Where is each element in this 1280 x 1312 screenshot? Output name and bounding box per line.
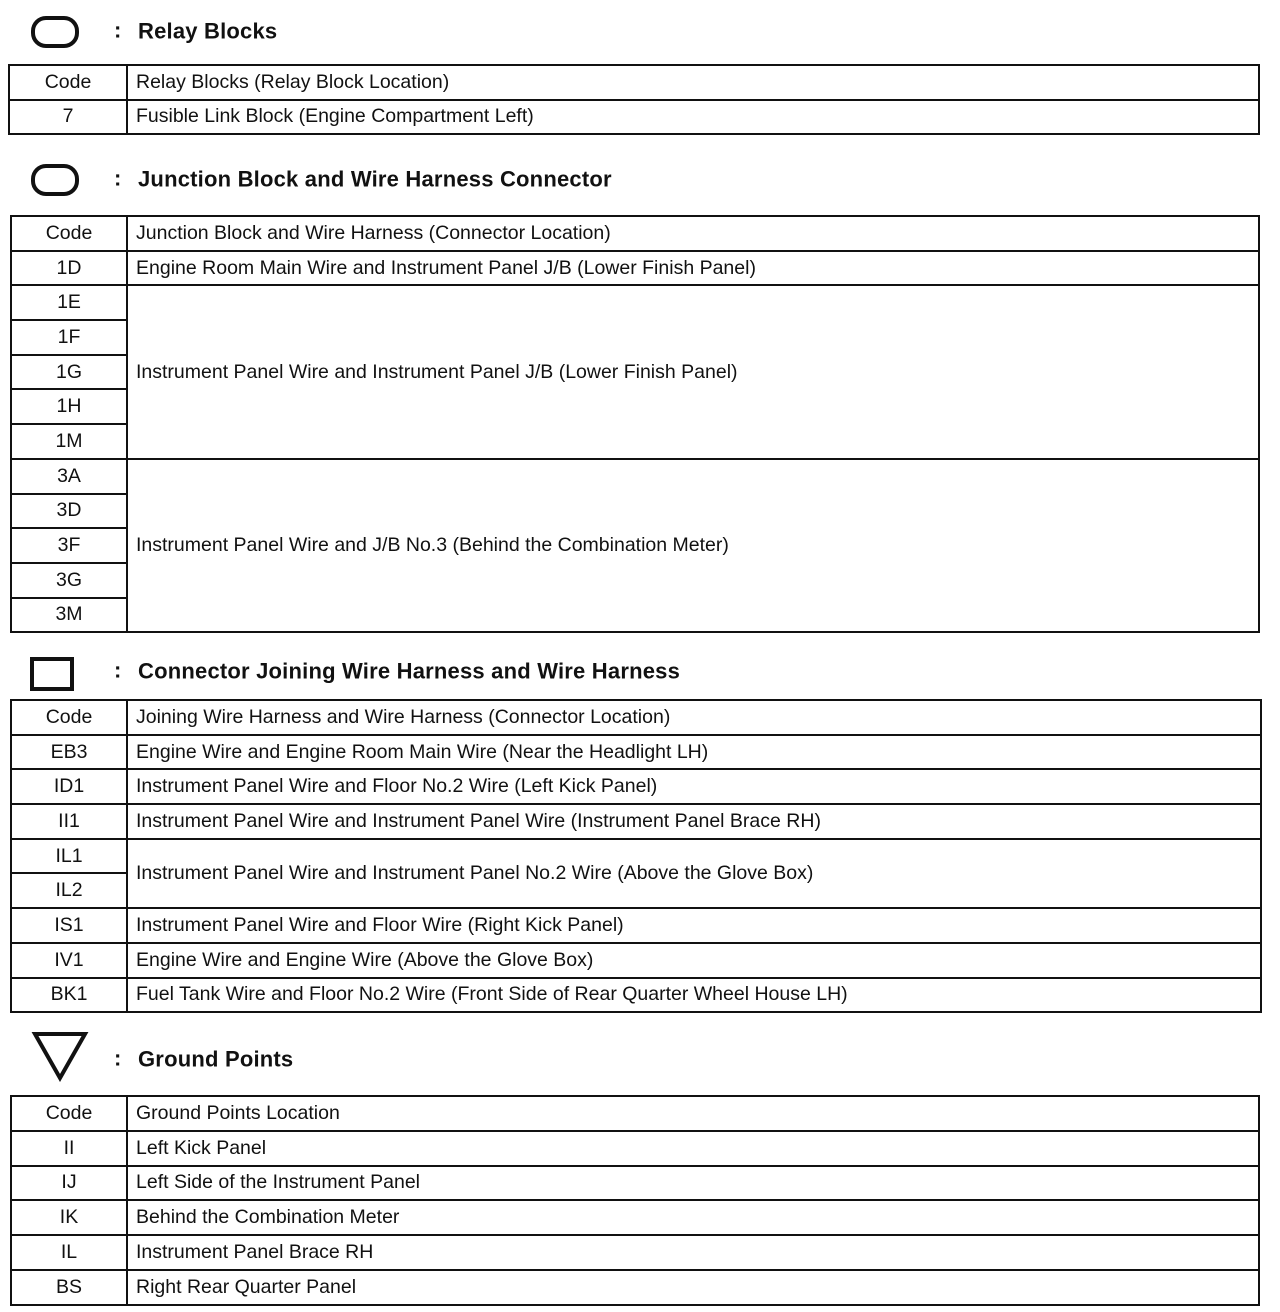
location-cell: Instrument Panel Wire and Instrument Panel Wire (Instrument Panel Brace RH) bbox=[127, 804, 1261, 839]
table-row bbox=[11, 1166, 1259, 1201]
code-cell: 7 bbox=[9, 100, 127, 135]
code-column-header: Code bbox=[9, 65, 127, 100]
code-cell: BK1 bbox=[11, 978, 127, 1013]
location-cell: Instrument Panel Wire and J/B No.3 (Behind the Combination Meter) bbox=[127, 459, 1259, 632]
code-cell: 1M bbox=[11, 424, 127, 459]
table-row bbox=[11, 251, 1259, 286]
relay-block-icon bbox=[30, 14, 80, 55]
table-row bbox=[11, 1235, 1259, 1270]
location-cell: Instrument Panel Wire and Floor Wire (Right Kick Panel) bbox=[127, 908, 1261, 943]
table-header-row bbox=[9, 65, 1259, 100]
section-title: Ground Points bbox=[138, 1046, 294, 1072]
ground-points-heading bbox=[30, 1040, 930, 1080]
code-cell: BS bbox=[11, 1270, 127, 1305]
heading-colon: : bbox=[114, 165, 122, 191]
table-row bbox=[11, 459, 1259, 494]
relay-blocks-table bbox=[8, 64, 1260, 135]
code-cell: 1G bbox=[11, 355, 127, 390]
location-cell: Fuel Tank Wire and Floor No.2 Wire (Front Side of Rear Quarter Wheel House LH) bbox=[127, 978, 1261, 1013]
connector-joining-table bbox=[10, 699, 1262, 1013]
section-title: Junction Block and Wire Harness Connector bbox=[138, 166, 612, 192]
code-cell: 3M bbox=[11, 598, 127, 633]
table-row bbox=[11, 943, 1261, 978]
location-cell: Instrument Panel Wire and Floor No.2 Wire (Left Kick Panel) bbox=[127, 769, 1261, 804]
table-header-row bbox=[11, 1096, 1259, 1131]
table-row bbox=[11, 1131, 1259, 1166]
connector-icon bbox=[28, 654, 78, 699]
location-column-header: Junction Block and Wire Harness (Connector Location) bbox=[127, 216, 1259, 251]
table-row bbox=[11, 908, 1261, 943]
section-title: Relay Blocks bbox=[138, 18, 278, 44]
table-row bbox=[11, 839, 1261, 874]
location-column-header: Joining Wire Harness and Wire Harness (Connector Location) bbox=[127, 700, 1261, 735]
code-cell: 3D bbox=[11, 494, 127, 529]
location-cell: Instrument Panel Wire and Instrument Panel No.2 Wire (Above the Glove Box) bbox=[127, 839, 1261, 908]
code-cell: 3A bbox=[11, 459, 127, 494]
table-header-row bbox=[11, 700, 1261, 735]
code-cell: IL2 bbox=[11, 873, 127, 908]
location-cell: Left Side of the Instrument Panel bbox=[127, 1166, 1259, 1201]
junction-block-heading bbox=[30, 160, 930, 200]
heading-colon: : bbox=[114, 17, 122, 43]
heading-colon: : bbox=[114, 1045, 122, 1071]
location-cell: Engine Room Main Wire and Instrument Panel J/B (Lower Finish Panel) bbox=[127, 251, 1259, 286]
code-cell: IK bbox=[11, 1200, 127, 1235]
connector-joining-heading bbox=[30, 652, 930, 692]
code-cell: IL1 bbox=[11, 839, 127, 874]
heading-colon: : bbox=[114, 657, 122, 683]
table-row bbox=[11, 1200, 1259, 1235]
code-cell: 1D bbox=[11, 251, 127, 286]
code-column-header: Code bbox=[11, 216, 127, 251]
location-cell: Right Rear Quarter Panel bbox=[127, 1270, 1259, 1305]
table-row bbox=[9, 100, 1259, 135]
table-row bbox=[11, 1270, 1259, 1305]
code-cell: 1E bbox=[11, 285, 127, 320]
ground-points-table bbox=[10, 1095, 1260, 1306]
table-row bbox=[11, 804, 1261, 839]
location-column-header: Relay Blocks (Relay Block Location) bbox=[127, 65, 1259, 100]
junction-block-table bbox=[10, 215, 1260, 633]
code-column-header: Code bbox=[11, 1096, 127, 1131]
table-row bbox=[11, 735, 1261, 770]
location-cell: Behind the Combination Meter bbox=[127, 1200, 1259, 1235]
code-cell: 1H bbox=[11, 389, 127, 424]
table-row bbox=[11, 285, 1259, 320]
location-cell: Engine Wire and Engine Room Main Wire (Near the Headlight LH) bbox=[127, 735, 1261, 770]
location-cell: Instrument Panel Wire and Instrument Panel J/B (Lower Finish Panel) bbox=[127, 285, 1259, 458]
code-cell: II bbox=[11, 1131, 127, 1166]
location-cell: Engine Wire and Engine Wire (Above the Glove Box) bbox=[127, 943, 1261, 978]
code-cell: ID1 bbox=[11, 769, 127, 804]
code-cell: 3G bbox=[11, 563, 127, 598]
code-cell: EB3 bbox=[11, 735, 127, 770]
code-cell: IJ bbox=[11, 1166, 127, 1201]
code-cell: II1 bbox=[11, 804, 127, 839]
code-cell: IL bbox=[11, 1235, 127, 1270]
location-cell: Fusible Link Block (Engine Compartment Left) bbox=[127, 100, 1259, 135]
relay-blocks-heading bbox=[30, 12, 930, 52]
location-cell: Instrument Panel Brace RH bbox=[127, 1235, 1259, 1270]
table-row bbox=[11, 769, 1261, 804]
code-cell: 3F bbox=[11, 528, 127, 563]
code-cell: IS1 bbox=[11, 908, 127, 943]
table-header-row bbox=[11, 216, 1259, 251]
location-cell: Left Kick Panel bbox=[127, 1131, 1259, 1166]
code-cell: IV1 bbox=[11, 943, 127, 978]
relay-block-icon bbox=[30, 162, 80, 203]
table-row bbox=[11, 978, 1261, 1013]
code-cell: 1F bbox=[11, 320, 127, 355]
location-column-header: Ground Points Location bbox=[127, 1096, 1259, 1131]
code-column-header: Code bbox=[11, 700, 127, 735]
ground-point-icon bbox=[30, 1030, 90, 1087]
section-title: Connector Joining Wire Harness and Wire Harness bbox=[138, 658, 681, 684]
